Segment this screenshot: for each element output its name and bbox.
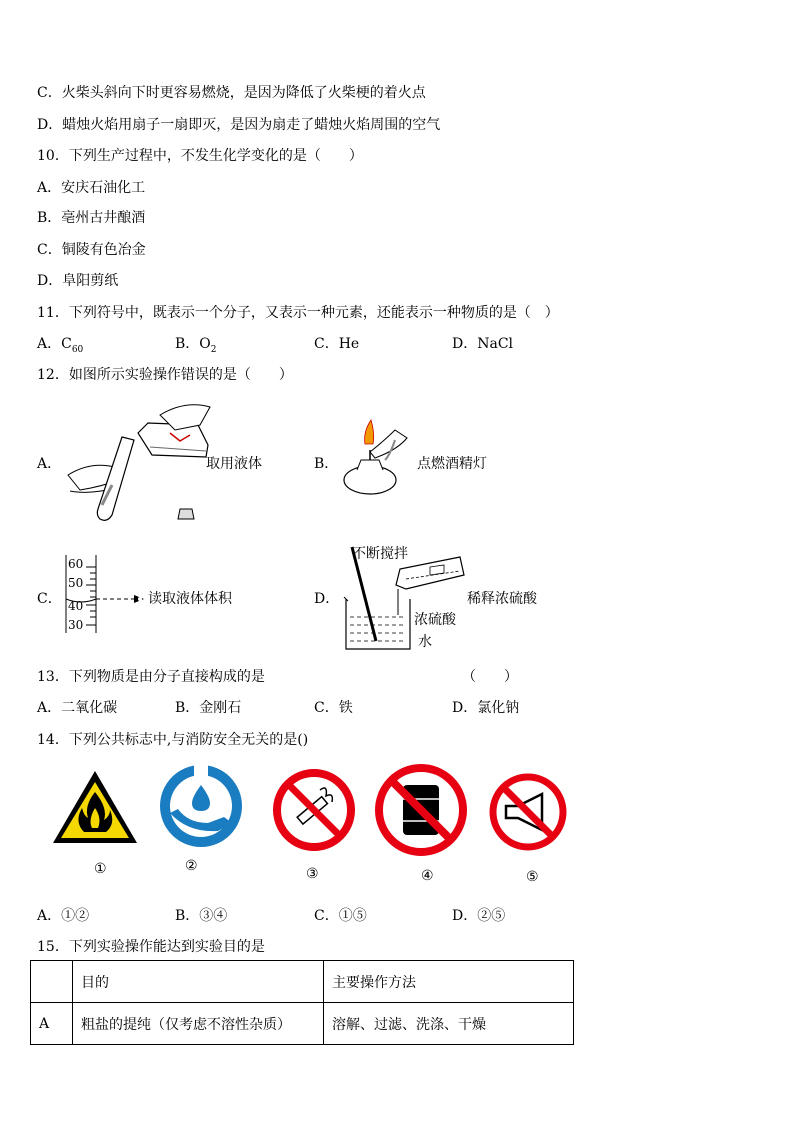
- cylinder-tick-40: 40: [68, 599, 84, 613]
- q13-option-d: D．氯化钠: [452, 700, 520, 716]
- q10-option-c: C．铜陵有色冶金: [37, 242, 146, 258]
- q11-option-a: [37, 333, 83, 355]
- fig-d-label-dilute: 稀释浓硫酸: [467, 591, 537, 607]
- table-header-cell: [31, 961, 73, 1003]
- table-header-cell: 目的: [73, 961, 324, 1003]
- fire-warning-sign-icon: [50, 768, 140, 846]
- sign-1-label: ①: [94, 861, 107, 877]
- water-saving-sign-icon: [158, 763, 244, 849]
- no-honking-sign-icon: [488, 772, 568, 852]
- q13-stem: 13．下列物质是由分子直接构成的是: [37, 669, 265, 685]
- q11-option-d: D．NaCl: [452, 336, 514, 352]
- q10-option-a: A．安庆石油化工: [37, 180, 146, 196]
- q11-option-a-text: A．C: [37, 336, 72, 352]
- q9-option-d: D．蜡烛火焰用扇子一扇即灭，是因为扇走了蜡烛火焰周围的空气: [37, 117, 441, 133]
- q11-option-c: C．He: [314, 336, 360, 352]
- q14-option-a: A．①②: [37, 908, 90, 924]
- sign-3-label: ③: [306, 866, 319, 882]
- q13-paren: （ ）: [462, 669, 518, 685]
- fig-d-label-acid: 浓硫酸: [414, 612, 456, 628]
- cylinder-tick-50: 50: [68, 576, 84, 590]
- q14-stem: 14．下列公共标志中,与消防安全无关的是(): [37, 732, 309, 748]
- alcohol-lamp-figure: [335, 410, 417, 502]
- table-row: [31, 1003, 574, 1045]
- q13-option-c: C．铁: [314, 700, 353, 716]
- q15-table: [30, 960, 574, 1045]
- cylinder-tick-60: 60: [68, 557, 84, 571]
- q15-stem: 15．下列实验操作能达到实验目的是: [37, 939, 265, 955]
- q10-option-b: B．亳州古井酿酒: [37, 210, 146, 226]
- sign-5-label: ⑤: [526, 869, 539, 885]
- table-cell: 溶解、过滤、洗涤、干燥: [324, 1003, 574, 1045]
- q14-option-c: C．①⑤: [314, 908, 367, 924]
- q11-option-b: [175, 333, 217, 355]
- q12-option-b: B．: [314, 456, 339, 472]
- sign-4-label: ④: [421, 868, 434, 884]
- sign-2-label: ②: [185, 858, 198, 874]
- q14-option-d: D．②⑤: [452, 908, 506, 924]
- q9-option-c: C．火柴头斜向下时更容易燃烧，是因为降低了火柴梗的着火点: [37, 85, 426, 101]
- q13-option-a: A．二氧化碳: [37, 700, 118, 716]
- q12-stem: 12．如图所示实验操作错误的是（ ）: [37, 367, 293, 383]
- q13-option-b: B．金刚石: [175, 700, 242, 716]
- q10-stem: 10．下列生产过程中，不发生化学变化的是（ ）: [37, 148, 363, 164]
- q11-option-b-text: B．O: [175, 336, 211, 352]
- table-header-row: [31, 961, 574, 1003]
- table-cell: A: [31, 1003, 73, 1045]
- table-header-cell: 主要操作方法: [324, 961, 574, 1003]
- q11-option-b-subscript: 2: [210, 344, 217, 355]
- fig-a-label: 取用液体: [206, 456, 262, 472]
- q12-option-a: A．: [37, 456, 62, 472]
- fig-b-label: 点燃酒精灯: [417, 456, 487, 472]
- q11-option-a-subscript: 60: [71, 344, 84, 355]
- fig-d-label-stir: 不断搅拌: [352, 546, 408, 562]
- q12-option-d: D．: [314, 591, 340, 607]
- fig-c-label: 读取液体体积: [148, 591, 232, 607]
- cylinder-tick-30: 30: [68, 618, 84, 632]
- q11-stem: 11．下列符号中，既表示一个分子，又表示一种元素，还能表示一种物质的是（ ）: [37, 305, 559, 321]
- q10-option-d: D．阜阳剪纸: [37, 273, 119, 289]
- fig-d-label-water: 水: [418, 634, 432, 650]
- no-smoking-sign-icon: [272, 768, 356, 852]
- q14-option-b: B．③④: [175, 908, 228, 924]
- q12-option-c: C．: [37, 591, 62, 607]
- no-fuel-drum-sign-icon: [374, 763, 468, 857]
- table-cell: 粗盐的提纯（仅考虑不溶性杂质）: [73, 1003, 324, 1045]
